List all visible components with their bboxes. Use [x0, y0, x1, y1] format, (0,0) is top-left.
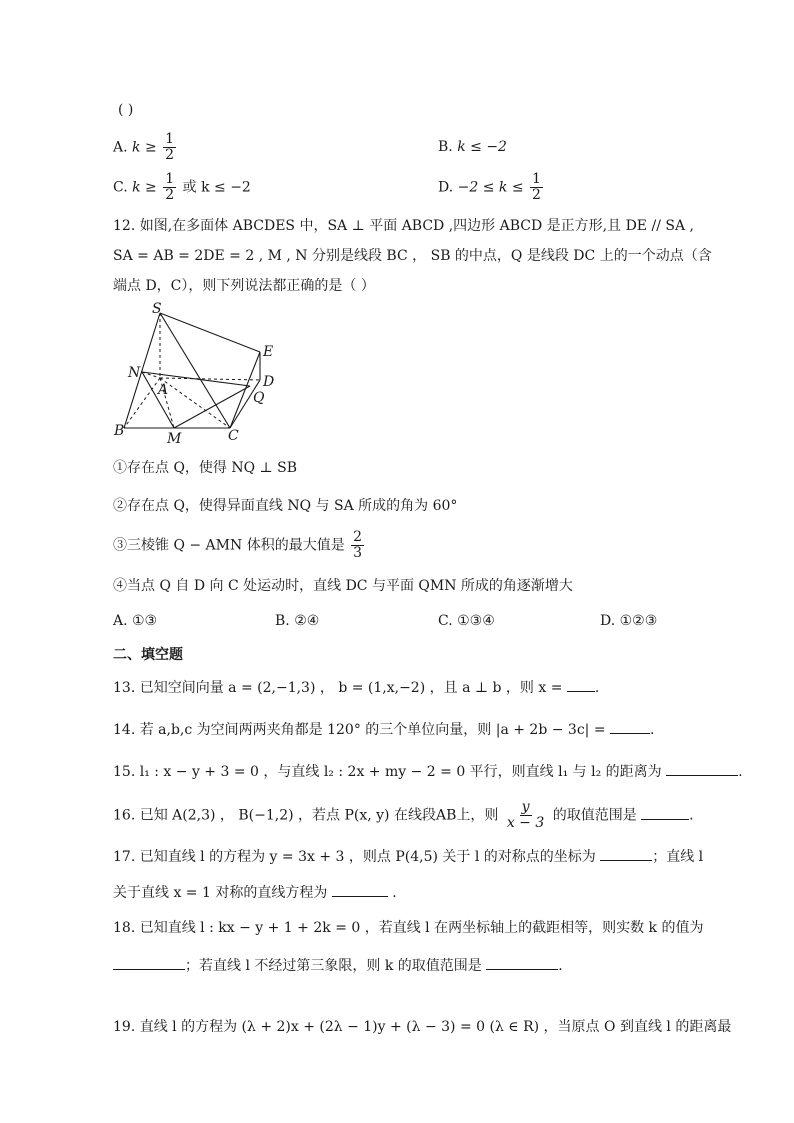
- q19: 19. 直线 l 的方程为 (λ + 2)x + (2λ − 1)y + (λ − 3) = 0 (λ ∈ R) ，当原点 O 到直线 l 的距离最: [113, 1019, 732, 1035]
- answer-paren: ( ): [118, 102, 134, 118]
- q12-option-d[interactable]: D. ①②③: [600, 613, 658, 629]
- option-b[interactable]: B. k ≤ −2: [438, 139, 507, 155]
- edge-ab: [124, 378, 160, 428]
- q12-line2: SA = AB = 2DE = 2 , M , N 分别是线段 BC ， SB 的中点，Q 是线段 DC 上的一个动点（含: [113, 248, 712, 264]
- fraction: $\frac{1}{2}$: [532, 171, 541, 203]
- label-n: N: [128, 365, 141, 381]
- fraction: $\frac{2}{3}$: [353, 529, 363, 561]
- answer-blank[interactable]: [600, 846, 652, 861]
- statement-2: ②存在点 Q，使得异面直线 NQ 与 SA 所成的角为 60°: [113, 498, 458, 514]
- label-c: C: [228, 428, 239, 444]
- answer-blank[interactable]: [332, 882, 388, 897]
- q12-line1: 12. 如图,在多面体 ABCDES 中，SA ⊥ 平面 ABCD ,四边形 ABCD 是正方形,且 DE // SA ,: [113, 218, 694, 234]
- q16: 16. 已知 A(2,3) ， B(−1,2) ，若点 P(x, y) 在线段AB上，则 $\frac{y}{x - 3}$ 的取值范围是 .: [113, 799, 694, 831]
- statement-1: ①存在点 Q，使得 NQ ⊥ SB: [113, 460, 298, 476]
- label-s: S: [152, 301, 162, 317]
- q17-line1: 17. 已知直线 l 的方程为 y = 3x + 3 ，则点 P(4,5) 关于 l 的对称点的坐标为 ；直线 l: [113, 846, 703, 867]
- fraction: $\frac{1}{2}$: [165, 131, 175, 163]
- option-a[interactable]: A. k ≥ $\frac{1}{2}$: [113, 131, 175, 163]
- answer-blank[interactable]: [610, 719, 650, 734]
- label-m: M: [167, 431, 182, 447]
- fraction: $\frac{1}{2}$: [165, 171, 175, 203]
- answer-blank[interactable]: [113, 955, 185, 970]
- edge-nm: [142, 372, 174, 428]
- fraction: $\frac{y}{x - 3}$: [506, 799, 545, 831]
- q18-line2: ；若直线 l 不经过第三象限，则 k 的取值范围是 .: [113, 955, 563, 976]
- option-d[interactable]: D. −2 ≤ k ≤ $\frac{1}{2}$: [438, 171, 541, 203]
- q12-option-c[interactable]: C. ①③④: [438, 613, 495, 629]
- label-a: A: [158, 382, 169, 398]
- statement-3: ③三棱锥 Q − AMN 体积的最大值是 $\frac{2}{3}$: [113, 529, 363, 561]
- answer-blank[interactable]: [666, 761, 738, 776]
- section-title: 二、填空题: [113, 647, 183, 663]
- statement-4: ④当点 Q 自 D 向 C 处运动时，直线 DC 与平面 QMN 所成的角逐渐增大: [113, 578, 573, 594]
- option-c[interactable]: C. k ≥ $\frac{1}{2}$ 或 k ≤ −2: [113, 171, 251, 203]
- q12-line3: 端点 D，C），则下列说法都正确的是（ ）: [113, 278, 375, 294]
- label-e: E: [263, 344, 274, 360]
- answer-blank[interactable]: [641, 805, 689, 820]
- q15: 15. l₁ : x − y + 3 = 0 ，与直线 l₂ : 2x + my − 2 = 0 平行，则直线 l₁ 与 l₂ 的距离为 .: [113, 761, 743, 782]
- answer-blank[interactable]: [486, 955, 558, 970]
- q13: 13. 已知空间向量 a = (2,−1,3) ， b = (1,x,−2) ，且 a ⊥ b ，则 x = .: [113, 677, 599, 698]
- edge-sc: [160, 313, 230, 428]
- q14: 14. 若 a,b,c 为空间两两夹角都是 120° 的三个单位向量，则 |a + 2b − 3c| = .: [113, 719, 654, 740]
- edge-ad: [160, 378, 260, 380]
- polyhedron-figure: [108, 300, 288, 448]
- label-b: B: [114, 423, 125, 439]
- q18-line1: 18. 已知直线 l : kx − y + 1 + 2k = 0 ，若直线 l 在两坐标轴上的截距相等，则实数 k 的值为: [113, 920, 704, 936]
- q17-line2: 关于直线 x = 1 对称的直线方程为 .: [113, 882, 397, 903]
- answer-blank[interactable]: [567, 677, 595, 692]
- q12-option-a[interactable]: A. ①③: [113, 613, 158, 629]
- edge-se: [160, 313, 260, 352]
- q12-option-b[interactable]: B. ②④: [275, 613, 320, 629]
- label-d: D: [263, 374, 275, 390]
- label-q: Q: [253, 390, 265, 406]
